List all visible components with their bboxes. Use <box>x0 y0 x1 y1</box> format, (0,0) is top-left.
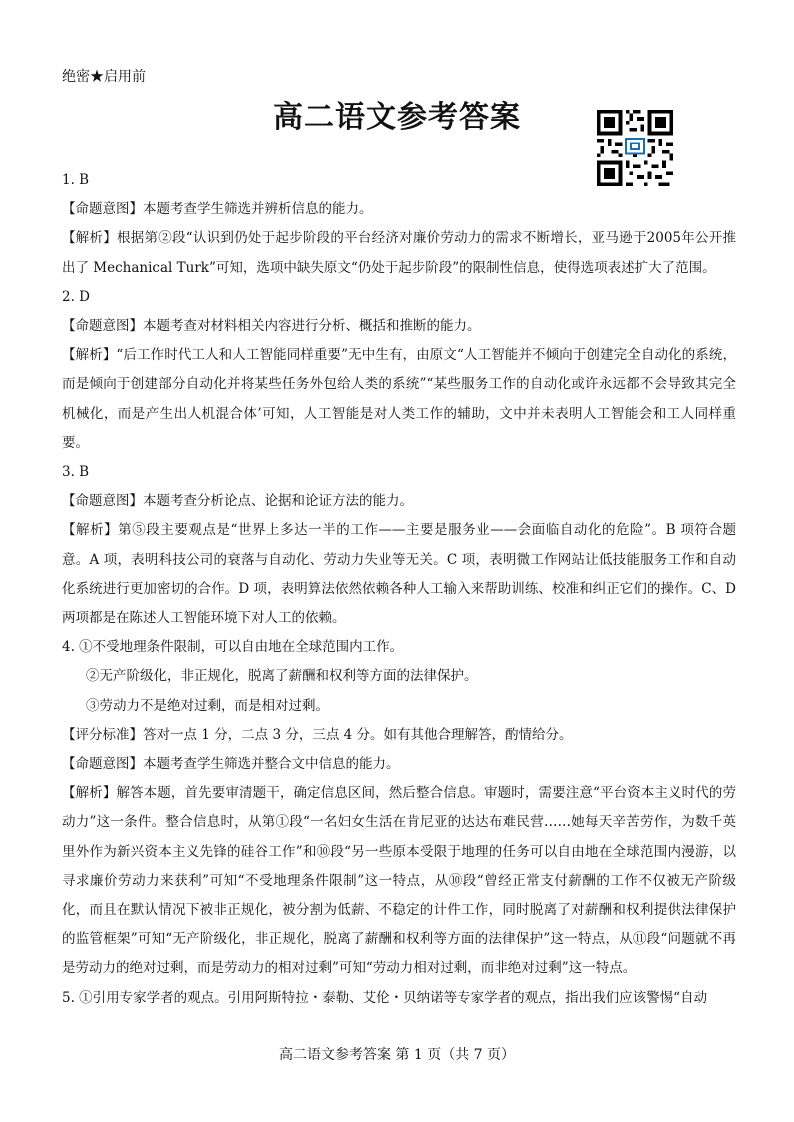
q4-analysis: 【解析】解答本题，首先要审清题干，确定信息区间，然后整合信息。审题时，需要注意“平台资本主义时代的劳动力”这一条件。整合信息时，从第①段“一名妇女生活在肯尼亚的达达布难民营……她每天辛苦劳作，为数千英里外作为新兴资本主义先锋的硅谷工作”和⑩段“另一些原本受限于地理的任务可以自由地在全球范围内漫游，以寻求廉价劳动力来获利”可知“不受地理条件限制”这一特点，从⑩段“曾经正常支付薪酬的工作不仅被无产阶级化，而且在默认情况下被非正规化，被分割为低薪、不稳定的计件工作，同时脱离了对薪酬和权利提供法律保护的监管框架”可知“无产阶级化，非正规化，脱离了薪酬和权利等方面的法律保护”这一特点，从⑪段“问题就不再是劳动力的绝对过剩，而是劳动力的相对过剩”可知“劳动力相对过剩，而非绝对过剩”这一特点。 <box>62 785 736 977</box>
q4-intent: 【命题意图】本题考查学生筛选并整合文中信息的能力。 <box>62 756 400 773</box>
q2-answer: 2. D <box>62 288 90 305</box>
page-title: 高二语文参考答案 <box>273 100 521 135</box>
q4-scoring: 【评分标准】答对一点 1 分，二点 3 分，三点 4 分。如有其他合理解答，酌情给分。 <box>62 726 573 743</box>
q2-intent: 【命题意图】本题考查对材料相关内容进行分析、概括和推断的能力。 <box>62 318 481 335</box>
q3-intent: 【命题意图】本题考查分析论点、论据和论证方法的能力。 <box>62 493 413 510</box>
q4-point-3: ③劳动力不是绝对过剩，而是相对过剩。 <box>86 697 329 714</box>
q1-intent: 【命题意图】本题考查学生筛选并辨析信息的能力。 <box>62 201 373 218</box>
page-footer: 高二语文参考答案 第 1 页（共 7 页） <box>278 1047 516 1063</box>
q1-answer: 1. B <box>62 172 90 188</box>
q1-analysis: 【解析】根据第②段“认识到仍处于起步阶段的平台经济对廉价劳动力的需求不断增长，亚马逊于2005年公开推出了 Mechanical Turk”可知，选项中缺失原文“仍处于起步阶段”的限制性信息，使得选项表述扩大了范围。 <box>62 230 736 276</box>
q4-point-2: ②无产阶级化，非正规化，脱离了薪酬和权利等方面的法律保护。 <box>86 668 478 685</box>
q2-analysis: 【解析】“后工作时代工人和人工智能同样重要”无中生有，由原文“人工智能并不倾向于创建完全自动化的系统，而是倾向于创建部分自动化并将某些任务外包给人类的系统”“某些服务工作的自动化或许永远都不会导致其完全机械化，而是产生出人机混合体’可知，人工智能是对人类工作的辅助，文中并未表明人工智能会和工人同样重要。 <box>62 347 736 451</box>
q3-answer: 3. B <box>62 464 90 481</box>
confidential-label: 绝密★启用前 <box>62 69 146 85</box>
q4-point-1: 4. ①不受地理条件限制，可以自由地在全球范围内工作。 <box>62 639 404 656</box>
q5-answer: 5. ①引用专家学者的观点。引用阿斯特拉・泰勒、艾伦・贝纳诺等专家学者的观点，指出我们应该警惕“自动 <box>62 989 708 1006</box>
q3-analysis: 【解析】第⑤段主要观点是“世界上多达一半的工作——主要是服务业——会面临自动化的危险”。B 项符合题意。A 项，表明科技公司的衰落与自动化、劳动力失业等无关。C 项，表明微工作网站让低技能服务工作和自动化系统进行更加密切的合作。D 项，表明算法依然依赖各种人工输入来帮助训练、校准和纠正它们的操作。C、D 两项都是在陈述人工智能环境下对人工的依赖。 <box>62 522 736 627</box>
answer-content <box>62 166 736 1013</box>
